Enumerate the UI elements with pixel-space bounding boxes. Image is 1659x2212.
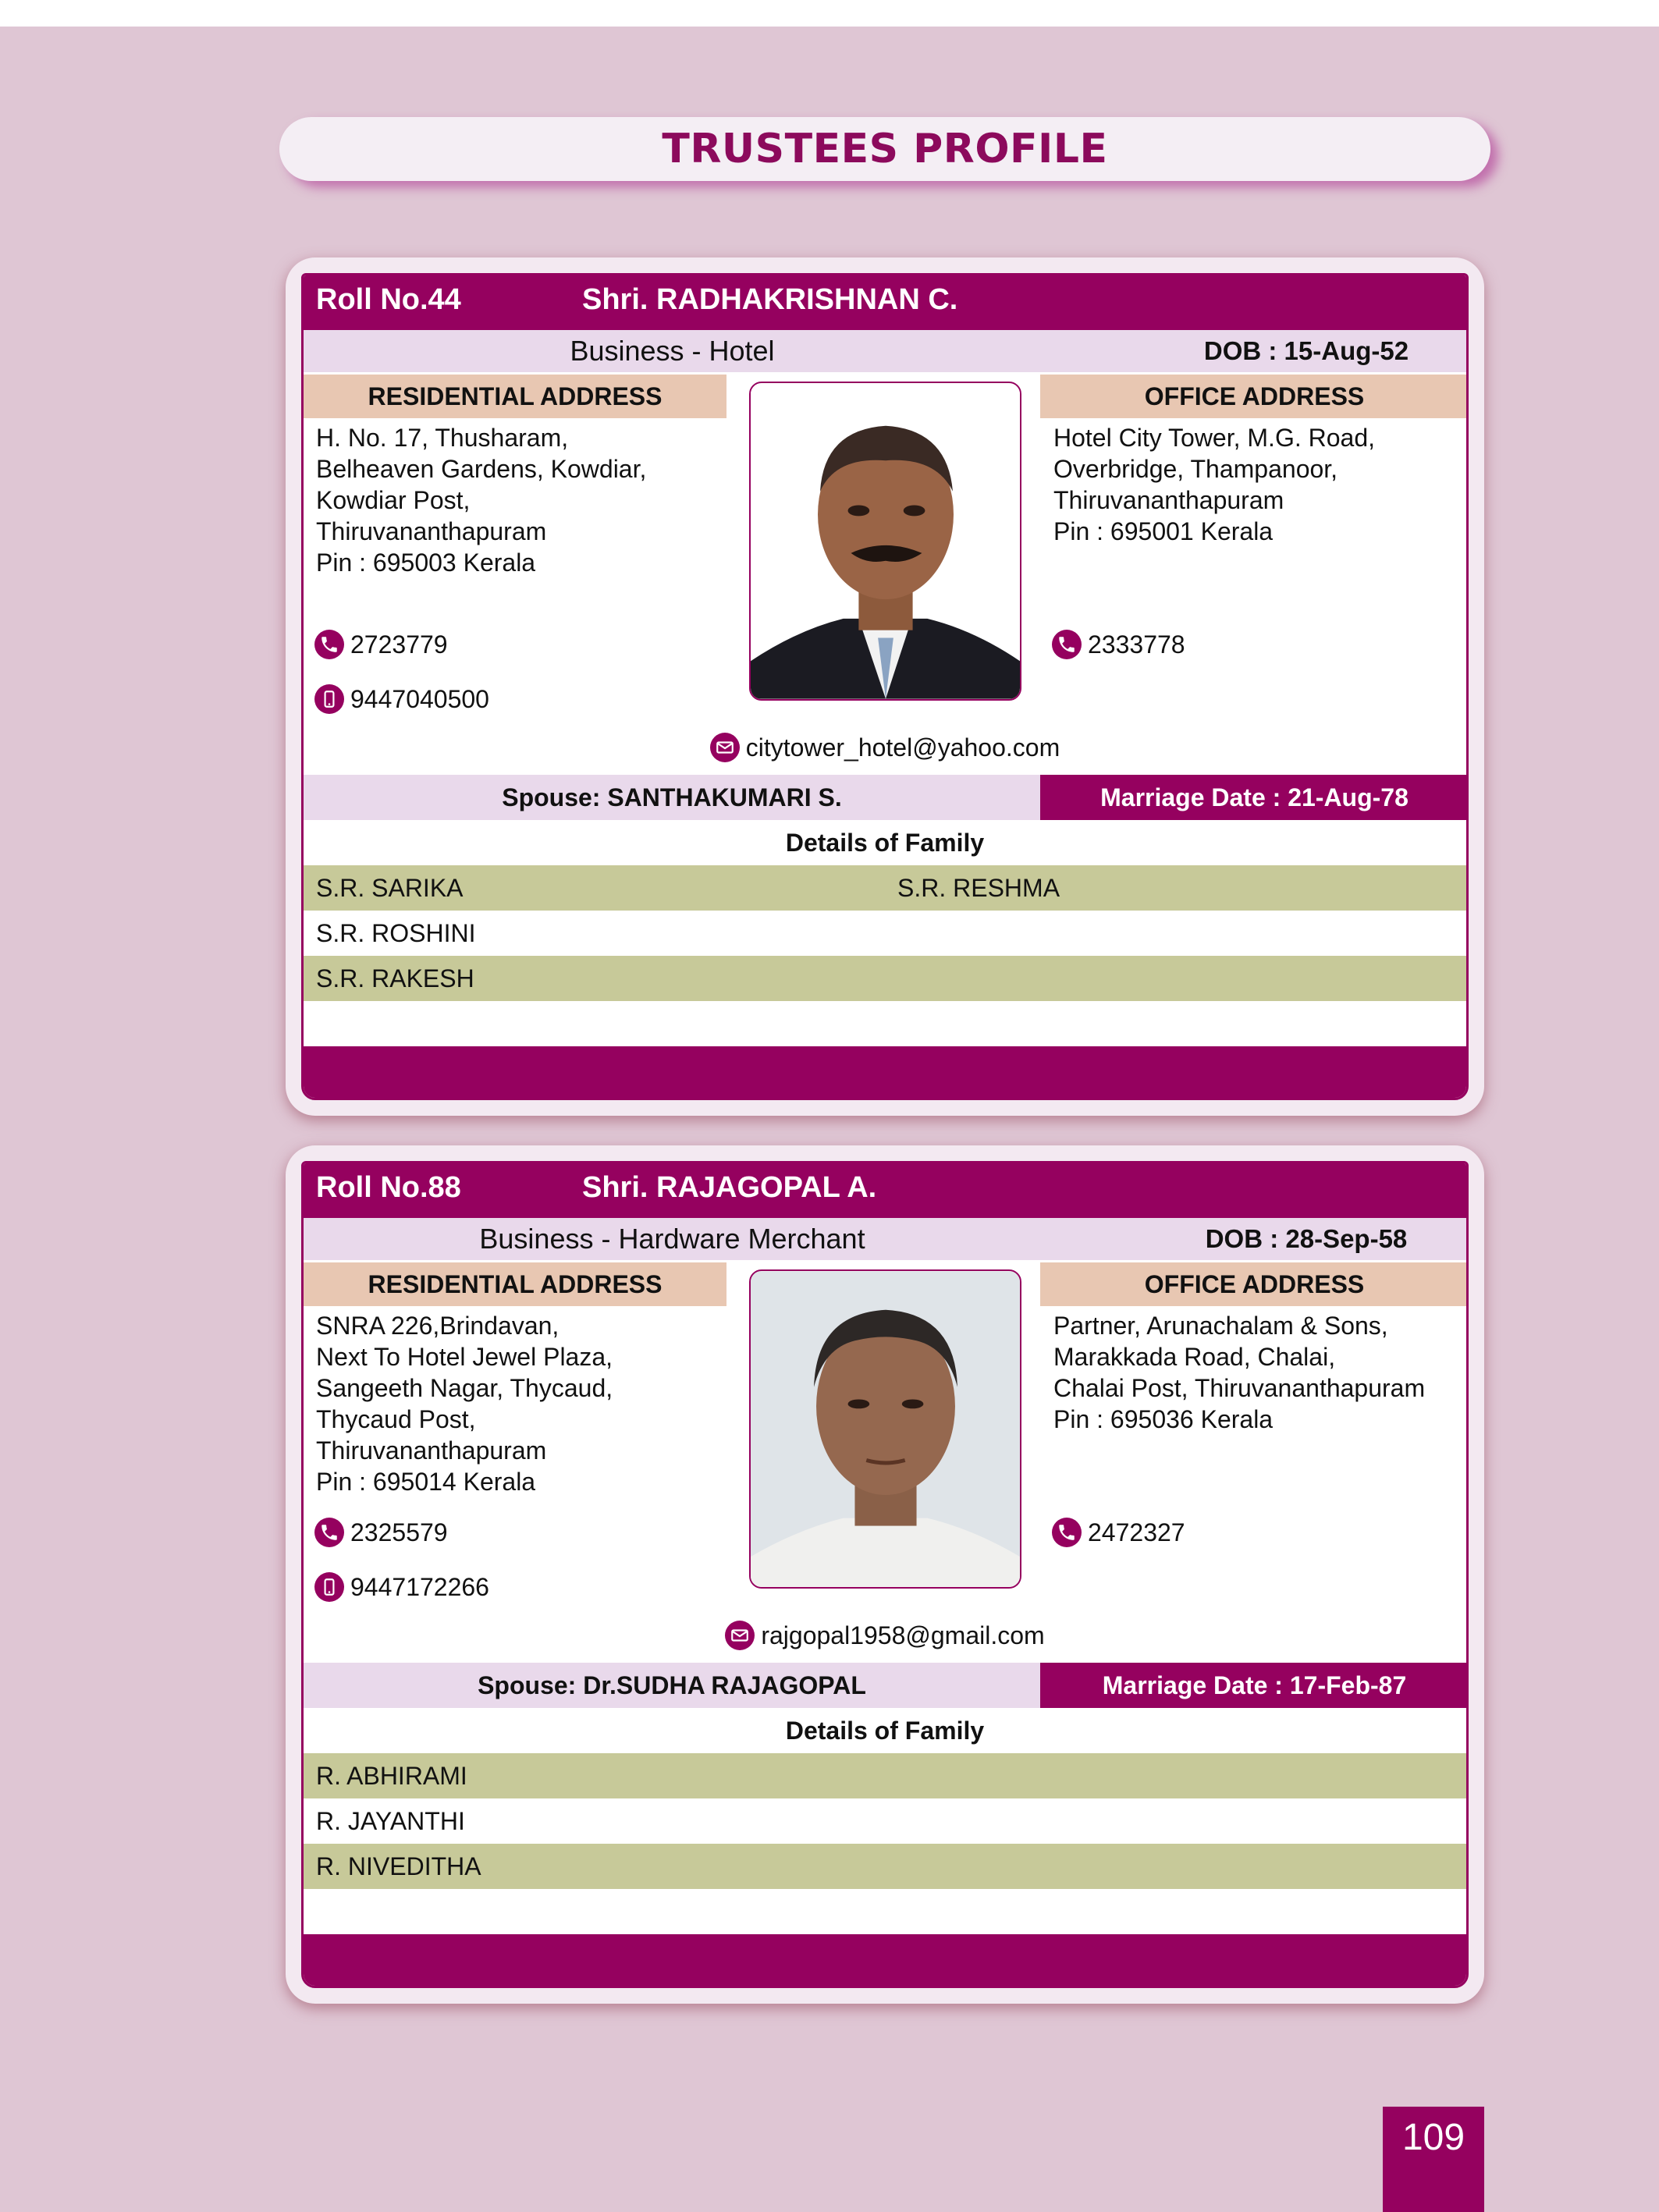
residence-phone-number: 2325579: [350, 1518, 448, 1546]
family-member: R. ABHIRAMI: [316, 1762, 467, 1790]
card-header: [304, 1163, 1466, 1218]
card-footer-bar: [304, 1934, 1466, 1988]
marriage-date: Marriage Date : 21-Aug-78: [1040, 775, 1469, 820]
phone-icon: [1052, 630, 1082, 659]
spouse-band: [304, 775, 1466, 820]
family-member: S.R. SARIKA: [316, 874, 464, 902]
spouse-name: Spouse: Dr.SUDHA RAJAGOPAL: [304, 1663, 1040, 1708]
family-title: Details of Family: [785, 1717, 985, 1745]
trustee-card-frame: [286, 257, 1484, 1116]
family-row: [304, 911, 1466, 956]
family-row: [304, 1753, 1466, 1798]
residence-phone: [314, 1518, 448, 1547]
email-address[interactable]: citytower_hotel@yahoo.com: [745, 733, 1060, 762]
family-row: [304, 865, 1466, 911]
email-address[interactable]: rajgopal1958@gmail.com: [761, 1621, 1045, 1649]
family-title: Details of Family: [785, 829, 985, 857]
office-phone-number: 2472327: [1088, 1518, 1185, 1546]
family-row: [304, 1001, 1466, 1046]
family-member: S.R. RAKESH: [316, 964, 474, 992]
portrait-image: [751, 1271, 1020, 1587]
phone-icon: [314, 630, 344, 659]
family-member: R. JAYANTHI: [316, 1807, 465, 1835]
email-line: [304, 1621, 1466, 1650]
page-title-banner: [279, 117, 1490, 181]
roll-number: Roll No.44: [316, 283, 461, 316]
trustee-name: Shri. RAJAGOPAL A.: [582, 1171, 877, 1204]
marriage-date: Marriage Date : 17-Feb-87: [1040, 1663, 1469, 1708]
spouse-name: Spouse: SANTHAKUMARI S.: [304, 775, 1040, 820]
mobile-number: 9447172266: [350, 1572, 489, 1601]
date-of-birth: DOB : 28-Sep-58: [1205, 1224, 1408, 1253]
email-icon: [725, 1621, 755, 1650]
office-address-label: OFFICE ADDRESS: [1040, 1262, 1469, 1306]
portrait-image: [751, 383, 1020, 699]
mobile-phone: [314, 1572, 489, 1602]
mobile-phone: [314, 684, 489, 714]
office-phone: [1052, 630, 1185, 659]
trustee-name: Shri. RADHAKRISHNAN C.: [582, 283, 958, 316]
residence-phone: [314, 630, 448, 659]
occupation-band: [304, 1218, 1466, 1260]
phone-icon: [1052, 1518, 1082, 1547]
office-address: Partner, Arunachalam & Sons, Marakkada Road, Chalai, Chalai Post, Thiruvananthapuram Pin : 695036 Kerala: [1053, 1312, 1426, 1433]
family-member: R. NIVEDITHA: [316, 1852, 481, 1880]
family-member: S.R. RESHMA: [897, 874, 1060, 902]
family-member: S.R. ROSHINI: [316, 919, 476, 947]
mobile-icon: [314, 684, 344, 714]
card-footer-bar: [304, 1046, 1466, 1100]
page-number: 109: [1383, 2107, 1484, 2212]
roll-number: Roll No.88: [316, 1171, 461, 1204]
occupation-band: [304, 330, 1466, 372]
office-phone: [1052, 1518, 1185, 1547]
trustee-card: [301, 273, 1469, 1100]
mobile-icon: [314, 1572, 344, 1602]
office-address: Hotel City Tower, M.G. Road, Overbridge, Thampanoor, Thiruvananthapuram Pin : 695001 Kerala: [1053, 424, 1375, 545]
occupation: Business - Hardware Merchant: [479, 1223, 865, 1255]
page-title: TRUSTEES PROFILE: [662, 126, 1108, 172]
family-row: [304, 1889, 1466, 1934]
occupation: Business - Hotel: [570, 335, 775, 367]
residential-address-label: RESIDENTIAL ADDRESS: [304, 1262, 726, 1306]
trustee-photo: [749, 1269, 1021, 1589]
spouse-band: [304, 1663, 1466, 1708]
family-row: [304, 1844, 1466, 1889]
residential-address: H. No. 17, Thusharam, Belheaven Gardens, Kowdiar, Kowdiar Post, Thiruvananthapuram Pin : 695003 Kerala: [316, 424, 647, 577]
phone-icon: [314, 1518, 344, 1547]
trustee-card: [301, 1161, 1469, 1988]
residence-phone-number: 2723779: [350, 630, 448, 659]
trustee-card-frame: [286, 1145, 1484, 2004]
residential-address-label: RESIDENTIAL ADDRESS: [304, 375, 726, 418]
trustee-photo: [749, 382, 1021, 701]
email-line: [304, 733, 1466, 762]
email-icon: [710, 733, 740, 762]
family-row: [304, 1798, 1466, 1844]
card-header: [304, 275, 1466, 330]
office-phone-number: 2333778: [1088, 630, 1185, 659]
family-row: [304, 956, 1466, 1001]
date-of-birth: DOB : 15-Aug-52: [1203, 336, 1409, 365]
office-address-label: OFFICE ADDRESS: [1040, 375, 1469, 418]
residential-address: SNRA 226,Brindavan, Next To Hotel Jewel Plaza, Sangeeth Nagar, Thycaud, Thycaud Post, Thiruvananthapuram Pin : 695014 Kerala: [316, 1312, 613, 1496]
mobile-number: 9447040500: [350, 684, 489, 713]
